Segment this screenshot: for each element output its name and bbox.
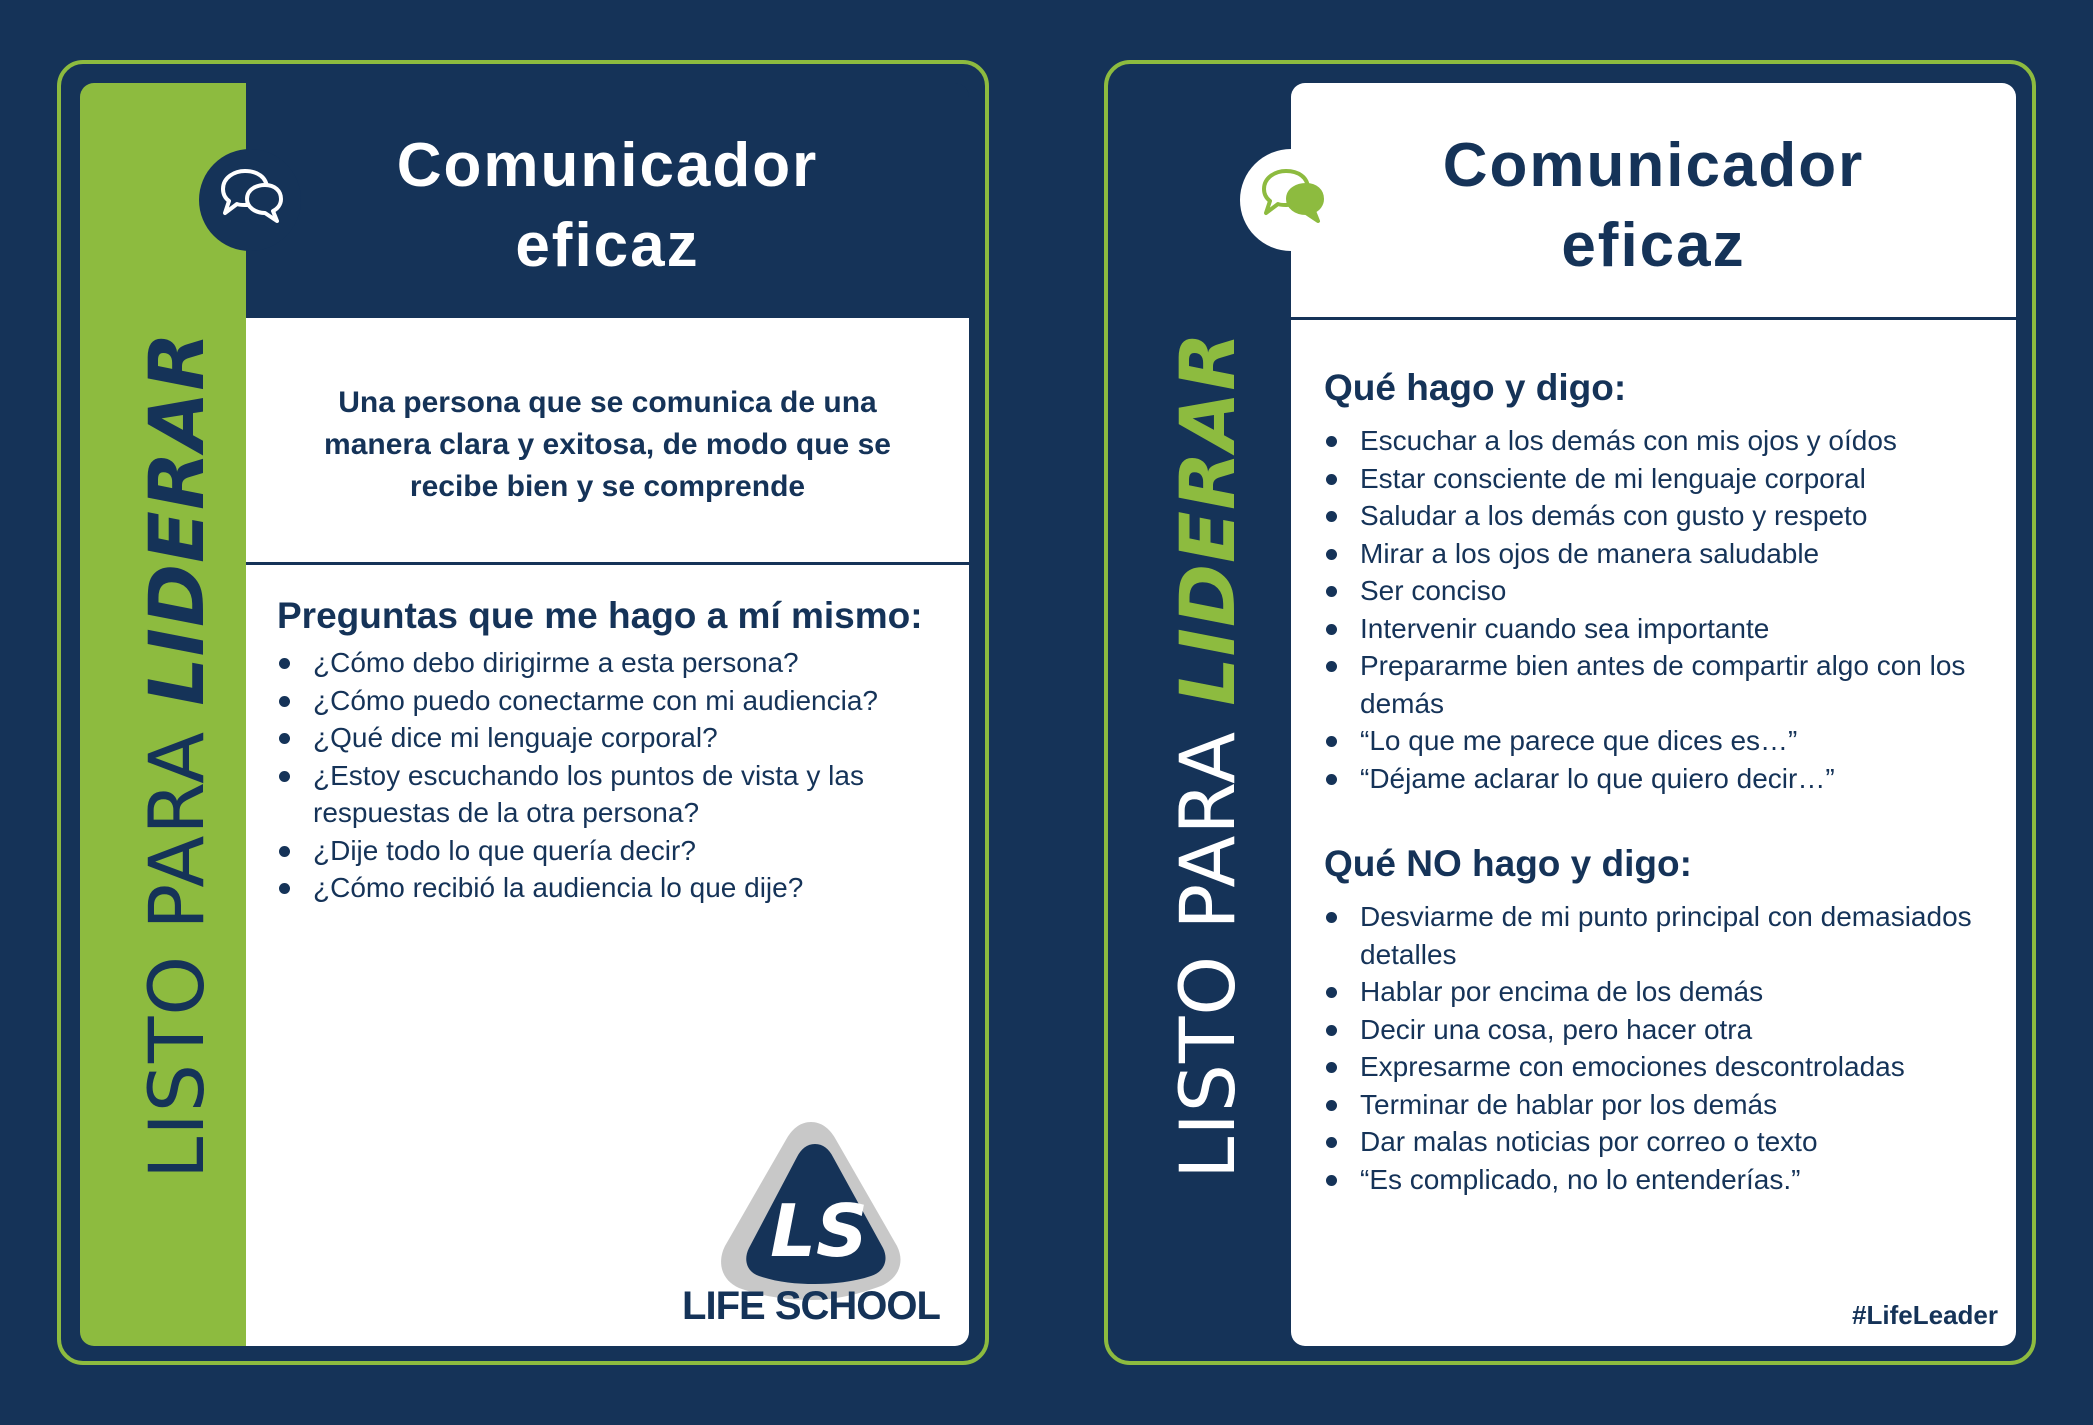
right-divider [1291,317,2016,320]
list-item: Ser conciso [1324,572,2004,610]
dont-title: Qué NO hago y digo: [1324,843,1692,884]
vertical-label-part2: LIDERAR [132,331,221,706]
list-item: ¿Cómo puedo conectarme con mi audiencia? [277,682,957,720]
right-title [1291,126,2016,286]
logo-text: LIFE SCHOOL [682,1284,940,1328]
right-card [1104,60,2036,1365]
left-divider [246,562,969,565]
title-line1: Comunicador [1442,131,1865,200]
list-item: ¿Dije todo lo que quería decir? [277,832,957,870]
vertical-label-part1: LISTO PARA [1163,705,1252,1179]
questions-title: Preguntas que me hago a mí mismo: [277,595,923,636]
vertical-label-part1: LISTO PARA [132,705,221,1179]
dont-list [1324,898,2004,1198]
list-item: ¿Estoy escuchando los puntos de vista y las respuestas de la otra persona? [277,757,957,832]
questions-list [277,644,957,907]
list-item: Hablar por encima de los demás [1324,973,2004,1011]
do-title: Qué hago y digo: [1324,367,1627,408]
list-item: Dar malas noticias por correo o texto [1324,1123,2004,1161]
do-list [1324,422,2004,797]
list-item: Intervenir cuando sea importante [1324,610,2004,648]
list-item: ¿Cómo recibió la audiencia lo que dije? [277,869,957,907]
list-item: “Lo que me parece que dices es…” [1324,722,2004,760]
list-item: Terminar de hablar por los demás [1324,1086,2004,1124]
list-item: Saludar a los demás con gusto y respeto [1324,497,2004,535]
list-item: Prepararme bien antes de compartir algo con los demás [1324,647,2004,722]
definition-text: Una persona que se comunica de una manera clara y exitosa, de modo que se recibe bien y se comprende [324,386,891,503]
list-item: Decir una cosa, pero hacer otra [1324,1011,2004,1049]
list-item: “Es complicado, no lo entenderías.” [1324,1161,2004,1199]
list-item: Escuchar a los demás con mis ojos y oídos [1324,422,2004,460]
list-item: ¿Qué dice mi lenguaje corporal? [277,719,957,757]
logo-monogram: LS [770,1189,868,1273]
list-item: Mirar a los ojos de manera saludable [1324,535,2004,573]
list-item: “Déjame aclarar lo que quiero decir…” [1324,760,2004,798]
list-item: Estar consciente de mi lenguaje corporal [1324,460,2004,498]
list-item: Expresarme con emociones descontroladas [1324,1048,2004,1086]
title-line2: eficaz [1561,211,1746,280]
left-title [246,126,969,286]
left-card [57,60,989,1365]
list-item: ¿Cómo debo dirigirme a esta persona? [277,644,957,682]
right-vertical-label [1163,331,1252,1179]
left-vertical-label [132,331,221,1179]
vertical-label-part2: LIDERAR [1163,331,1252,706]
list-item: Desviarme de mi punto principal con demasiados detalles [1324,898,2004,973]
title-line2: eficaz [515,211,700,280]
hashtag: #LifeLeader [1852,1300,1998,1330]
title-line1: Comunicador [396,131,819,200]
